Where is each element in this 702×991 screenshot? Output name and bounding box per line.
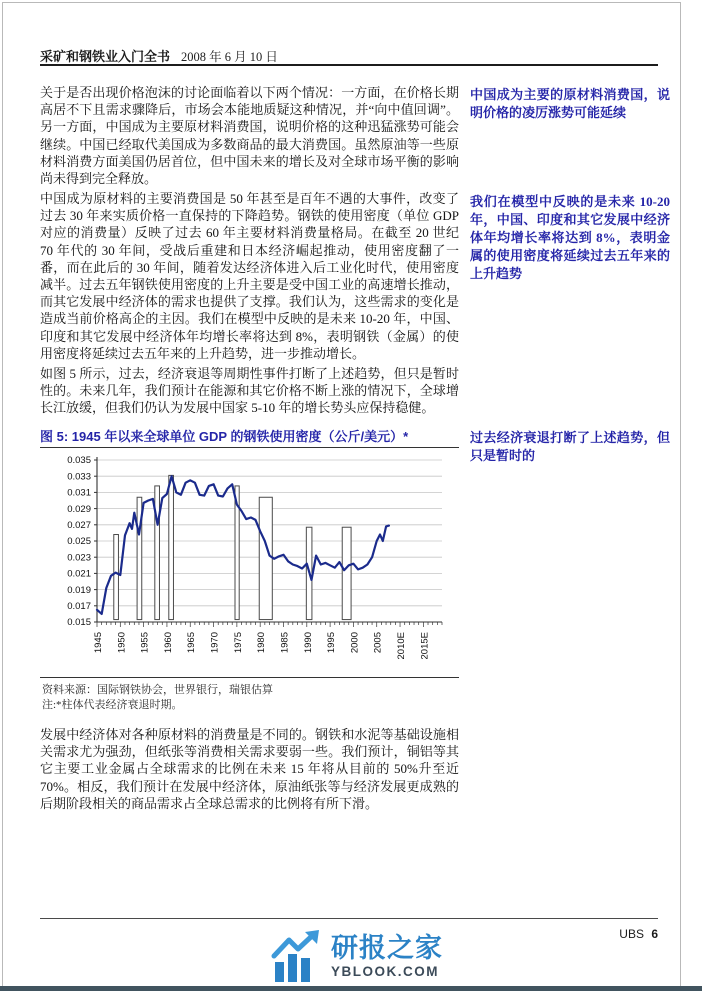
- page-header: [40, 46, 658, 66]
- figure-bottom-rule: [40, 677, 459, 678]
- paragraph-2: 中国成为原材料的主要消费国是 50 年甚至是百年不遇的大事件，改变了过去 30 年来实质价格一直保持的下降趋势。钢铁的使用密度（单位 GDP 对应的消费量）反映了过去 60 年主要材料消费量格局。在截至 20 世纪 70 年代的 30 年间，受战后重建和日本经济崛起推动，使用密度翻了一番，而在此后的 30 年间，随着发达经济体进入后工业化时代，使用密度减半。过去五年钢铁使用密度的上升主要是受中国工业的高速增长推动，而其它发展中经济体的需求也提供了支撑。我们认为，这些需求的变化是造成当前价格高企的主因。我们在模型中反映的是未来 10-20 年，中国、印度和其它发展中经济体年均增长率将达到 8%，表明钢铁（金属）的使用密度将延续过去五年来的上升趋势，进一步推动增长。: [40, 191, 459, 361]
- paragraph-1: 关于是否出现价格泡沫的讨论面临着以下两个情况：一方面，在价格长期高居不下且需求骤降后，市场会本能地质疑这种情况，并“向中值回调”。另一方面，中国成为主要原材料消费国，说明价格的这种迅猛涨势可能会继续。中国已经取代美国成为多数商品的最大消费国。虽然原油等一些原材料消费方面美国仍居首位，但中国未来的增长及对全球市场平衡的影响尚未得到完全释放。: [40, 85, 459, 187]
- footer-rule: [40, 918, 658, 919]
- svg-text:1955: 1955: [139, 632, 151, 654]
- svg-text:1985: 1985: [279, 632, 291, 654]
- chart-arrow-icon: [271, 930, 323, 984]
- svg-text:2005: 2005: [372, 632, 384, 654]
- svg-text:1990: 1990: [302, 632, 314, 654]
- svg-text:2010E: 2010E: [396, 632, 408, 660]
- footer-page-number: 6: [651, 927, 658, 941]
- figure-chart: [42, 452, 444, 674]
- svg-text:0.025: 0.025: [67, 536, 91, 548]
- svg-text:0.019: 0.019: [67, 584, 91, 596]
- page-border-top: [2, 2, 681, 3]
- svg-text:1965: 1965: [186, 632, 198, 654]
- sidebar-note-1: 中国成为主要的原材料消费国，说明价格的凌厉涨势可能延续: [470, 87, 670, 120]
- watermark-domain: YBLOOK.COM: [331, 964, 439, 980]
- figure-top-rule: [40, 447, 459, 448]
- svg-text:2015E: 2015E: [419, 632, 431, 660]
- svg-text:1950: 1950: [116, 632, 128, 654]
- svg-text:1995: 1995: [326, 632, 338, 654]
- paragraph-3: 如图 5 所示，过去，经济衰退等周期性事件打断了上述趋势，但只是暂时性的。未来几年，我们预计在能源和其它价格不断上涨的情况下，全球增长江放缓，但我们仍认为发展中国家 5-10 年的增长势头应保持稳健。: [40, 366, 459, 416]
- svg-text:0.015: 0.015: [67, 617, 91, 629]
- page-border-right: [680, 2, 681, 986]
- figure-source: 资料来源：国际钢铁协会，世界银行，瑞银估算: [42, 684, 273, 696]
- sidebar-note-2: 我们在模型中反映的是未来 10-20 年，中国、印度和其它发展中经济体年均增长率将达到 8%，表明金属的使用密度将延续过去五年来的上升趋势: [470, 194, 670, 281]
- page-bottom-edge: [0, 986, 702, 991]
- footer-pagination: [440, 927, 658, 941]
- svg-text:0.017: 0.017: [67, 601, 91, 612]
- svg-text:1945: 1945: [93, 632, 104, 654]
- svg-text:1980: 1980: [256, 632, 268, 654]
- footer-brand: UBS: [619, 927, 644, 941]
- paragraph-4: 发展中经济体对各种原材料的消费量是不同的。钢铁和水泥等基础设施相关需求尤为强劲，但纸张等消费相关需求要弱一些。我们预计，铜铝等其它主要工业金属占全球需求的比例在未来 15 年将从目前的 50%升至近 70%。相反，我们预计在发展中经济体，原油纸张等与经济发展更成熟的后期阶段相关的商品需求占全球总需求的比例将有所下滑。: [40, 727, 459, 811]
- figure-note: 注:*柱体代表经济衰退时期。: [42, 699, 183, 711]
- svg-text:0.021: 0.021: [67, 568, 91, 580]
- watermark-texts: [331, 935, 443, 979]
- page-border-left: [2, 2, 3, 986]
- header-rule: [40, 64, 658, 66]
- svg-text:0.029: 0.029: [67, 503, 91, 515]
- svg-text:0.035: 0.035: [67, 455, 91, 467]
- figure-title: 图 5: 1945 年以来全球单位 GDP 的钢铁使用密度（公斤/美元）*: [40, 429, 409, 444]
- svg-text:0.027: 0.027: [67, 520, 91, 531]
- watermark-logo: [271, 926, 451, 988]
- svg-text:1960: 1960: [162, 632, 174, 654]
- svg-text:0.023: 0.023: [67, 552, 91, 564]
- svg-text:0.031: 0.031: [67, 487, 91, 499]
- svg-text:1975: 1975: [232, 632, 244, 654]
- watermark-name: 研报之家: [331, 933, 443, 964]
- sidebar-note-3: 过去经济衰退打断了上述趋势，但只是暂时的: [470, 430, 670, 463]
- report-title: 采矿和钢铁业入门全书: [40, 49, 171, 64]
- svg-text:1970: 1970: [209, 632, 221, 654]
- report-date: 2008 年 6 月 10 日: [181, 50, 278, 64]
- svg-text:2000: 2000: [349, 632, 361, 654]
- svg-text:0.033: 0.033: [67, 471, 91, 483]
